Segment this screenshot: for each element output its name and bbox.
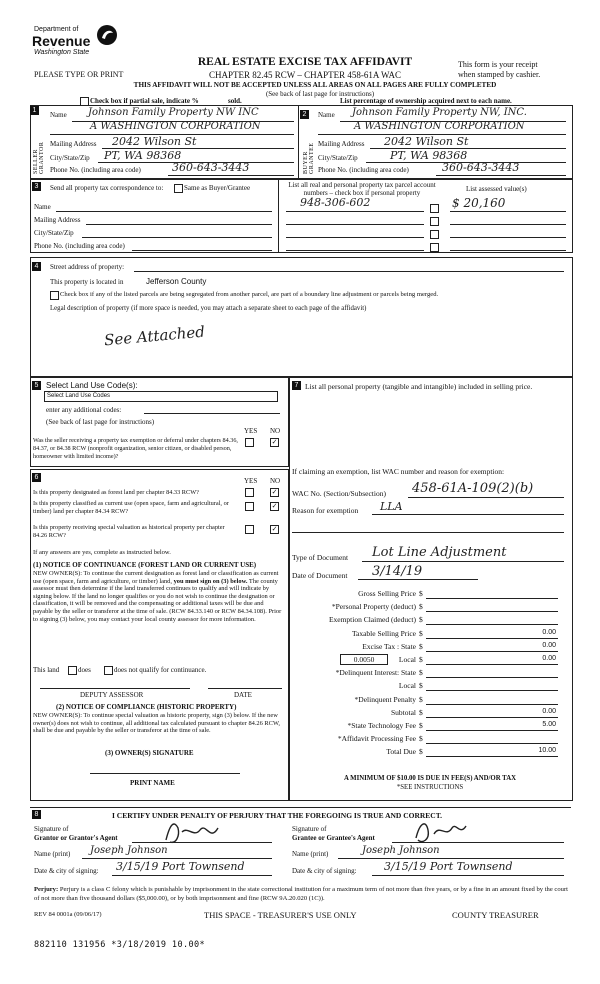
seller-buyer-divider — [298, 105, 299, 179]
tax-row-value[interactable]: 0.00 — [542, 628, 556, 636]
form-subtitle: CHAPTER 82.45 RCW – CHAPTER 458-61A WAC — [209, 70, 401, 80]
seller-name-label: Name — [50, 111, 67, 119]
tax-row-line — [426, 651, 558, 652]
tax-row-label: Taxable Selling Price — [351, 628, 416, 638]
tax-row-dollar: $ — [419, 721, 423, 730]
doc-type-label: Type of Document — [292, 553, 349, 562]
tax-row-dollar: $ — [419, 694, 423, 704]
seller-name-value[interactable]: Johnson Family Property NW INC — [88, 107, 259, 118]
owner-signature-line[interactable] — [90, 773, 240, 774]
section2-number: 2 — [300, 110, 309, 119]
does-label: does — [78, 666, 91, 674]
section4-number: 4 — [32, 262, 41, 271]
grantor-sig-label1: Signature of — [34, 825, 69, 833]
buyer-name-value[interactable]: Johnson Family Property NW, INC. — [352, 107, 527, 118]
land-use-dropdown[interactable] — [44, 391, 278, 402]
notice2-title: (2) NOTICE OF COMPLIANCE (HISTORIC PROPERTY) — [56, 703, 237, 711]
s3-city-label: City/State/Zip — [34, 229, 74, 237]
tax-row-line — [426, 611, 558, 612]
doc-date-value[interactable]: 3/14/19 — [372, 564, 423, 579]
section6-number: 6 — [32, 473, 41, 482]
tax-row-line — [426, 743, 558, 744]
tax-row-label: Gross Selling Price — [358, 589, 416, 598]
county-treasurer: COUNTY TREASURER — [452, 910, 539, 920]
tax-row-line — [426, 756, 558, 757]
s6-yes: YES — [244, 477, 258, 485]
local-rate-value: 0.0050 — [353, 655, 375, 664]
seller-mailing-value[interactable]: 2042 Wilson St — [112, 135, 197, 148]
tax-row-dollar: $ — [419, 668, 423, 678]
partial-sale-label: Check box if partial sale, indicate % — [90, 97, 199, 105]
doc-date-label: Date of Document — [292, 571, 348, 580]
perjury-text — [34, 885, 570, 903]
located-label: This property is located in — [50, 278, 124, 286]
parcel-personal-checkbox-4[interactable] — [430, 243, 439, 252]
deputy-date-label: DATE — [234, 691, 252, 699]
seller-city-value[interactable]: PT, WA 98368 — [104, 149, 182, 162]
additional-codes-label: enter any additional codes: — [46, 406, 122, 414]
section5-number: 5 — [32, 381, 41, 390]
buyer-phone-label: Phone No. (including area code) — [318, 166, 409, 174]
sold-label: sold. — [228, 97, 242, 105]
tax-row-value[interactable]: 0.00 — [542, 707, 556, 715]
treasurer-only: THIS SPACE - TREASURER'S USE ONLY — [204, 910, 357, 920]
tax-row-line — [426, 598, 558, 599]
minimum-due: A MINIMUM OF $10.00 IS DUE IN FEE(S) AND/OR TAX — [343, 775, 517, 782]
notice2-text: NEW OWNER(S): To continue special valuation as historic property, sign (3) below. If the new owner(s) does not wish to continue, all additional tax calculated pursuant to chapter 84.26 RCW, shall be due and payable by the seller or transferor at the time of sale. — [33, 712, 280, 735]
tax-row-dollar: $ — [419, 734, 423, 744]
tax-row-label: Local — [398, 681, 416, 691]
grantor-date-label: Date & city of signing: — [34, 867, 99, 875]
parcel-header: List all real and personal property tax parcel account numbers – check box if personal property — [288, 181, 436, 197]
grantor-date-value[interactable]: 3/15/19 Port Townsend — [116, 860, 245, 873]
perjury-title: Perjury: — [34, 886, 59, 893]
certify-text: I CERTIFY UNDER PENALTY OF PERJURY THAT THE FOREGOING IS TRUE AND CORRECT. — [112, 811, 443, 820]
assessed-value[interactable]: $ 20,160 — [452, 196, 506, 210]
s5-no-checkbox[interactable]: ✓ — [271, 438, 278, 446]
revenue-logo — [34, 26, 124, 66]
grantee-name-label: Name (print) — [292, 850, 329, 858]
personal-property-label: List all personal property (tangible and intangible) included in selling price. — [305, 382, 533, 391]
parcel-personal-checkbox-1[interactable] — [430, 204, 439, 213]
s5-see-back: (See back of last page for instructions) — [46, 418, 155, 426]
this-land-label: This land — [33, 666, 60, 674]
tax-row-dollar: $ — [419, 641, 423, 651]
segregated-checkbox[interactable] — [50, 291, 59, 300]
tax-row-label: Excise Tax : State — [362, 641, 416, 651]
buyer-mailing-value[interactable]: 2042 Wilson St — [384, 135, 469, 148]
tax-row-label: *Delinquent Interest: State — [335, 668, 416, 678]
warning-text: THIS AFFIDAVIT WILL NOT BE ACCEPTED UNLESS ALL AREAS ON ALL PAGES ARE FULLY COMPLETED — [133, 81, 497, 89]
notice1-text — [33, 570, 283, 623]
buyer-city-label: City/State/Zip — [318, 154, 358, 162]
tax-row-dollar: $ — [419, 681, 423, 691]
dept-line1: Department of — [34, 26, 79, 33]
forest-yes-checkbox[interactable] — [245, 488, 254, 497]
exemption-question: Was the seller receiving a property tax exemption or deferral under chapters 84.36, 84.37, or 84.38 RCW (nonprofit organization, senior citizen, or disabled person, homeowner with limited income)? — [33, 437, 238, 460]
reason-value[interactable]: LLA — [380, 500, 403, 513]
tax-row-label: Exemption Claimed (deduct) — [328, 615, 416, 625]
tax-row-line — [426, 730, 558, 731]
section4-box — [30, 257, 573, 377]
s5-yes: YES — [244, 427, 258, 435]
form-title: REAL ESTATE EXCISE TAX AFFIDAVIT — [197, 56, 413, 68]
dept-line2: Revenue — [32, 33, 91, 49]
receipt-line2: when stamped by cashier. — [458, 70, 541, 79]
tax-row-line — [426, 664, 558, 665]
s6-no: NO — [270, 477, 281, 485]
tax-row-value[interactable]: 0.00 — [542, 641, 556, 649]
forest-question: Is this property designated as forest land per chapter 84.33 RCW? — [33, 489, 199, 496]
tax-row-label: Subtotal — [390, 707, 416, 717]
forest-no-checkbox[interactable]: ✓ — [271, 488, 278, 496]
same-as-buyer-label: Same as Buyer/Grantee — [184, 184, 251, 192]
parcel-personal-checkbox-2[interactable] — [430, 217, 439, 226]
grantor-sig-label2: Grantor or Grantor's Agent — [34, 834, 118, 842]
buyer-city-value[interactable]: PT, WA 98368 — [390, 149, 468, 162]
tax-row-value[interactable]: 0.00 — [542, 655, 556, 662]
tax-row-line — [426, 717, 558, 718]
street-label: Street address of property: — [50, 263, 125, 271]
tax-row-label: Total Due — [386, 747, 416, 757]
does-not-label: does not qualify for continuance. — [114, 666, 207, 674]
parcel-value[interactable]: 948-306-602 — [300, 196, 371, 209]
current-use-yes-checkbox[interactable] — [245, 502, 254, 511]
notice1-bold: you must sign on (3) below. — [173, 577, 248, 585]
tax-row-value[interactable]: 5.00 — [542, 721, 556, 728]
buyer-vertical-label: BUYER GRANTEE — [303, 142, 315, 174]
print-name-line[interactable] — [90, 800, 240, 801]
s3-name-label: Name — [34, 203, 51, 211]
tax-row-dollar: $ — [419, 615, 423, 625]
s5-yes-checkbox[interactable] — [245, 438, 254, 447]
please-type: PLEASE TYPE OR PRINT — [34, 70, 124, 79]
tax-row-line — [426, 624, 558, 625]
section3-number: 3 — [32, 182, 41, 191]
list-pct-label: List percentage of ownership acquired next to each name. — [340, 97, 512, 105]
deputy-assessor-label: DEPUTY ASSESSOR — [80, 691, 144, 699]
tax-row-label: *State Technology Fee — [347, 721, 416, 730]
grantor-name-value[interactable]: Joseph Johnson — [90, 845, 168, 856]
grantor-name-label: Name (print) — [34, 850, 71, 858]
tax-row-label: *Personal Property (deduct) — [331, 602, 416, 612]
reason-label: Reason for exemption — [292, 506, 359, 515]
tax-row-label: Local — [398, 655, 416, 664]
tax-row-line — [426, 690, 558, 691]
current-use-question: Is this property classified as current use (open space, farm and agricultural, or timber) land per chapter 84.34 RCW? — [33, 500, 229, 515]
notice1-title: (1) NOTICE OF CONTINUANCE (FOREST LAND OR CURRENT USE) — [33, 561, 257, 569]
historic-yes-checkbox[interactable] — [245, 525, 254, 534]
historic-question: Is this property receiving special valuation as historical property per chapter 84.26 RCW? — [33, 524, 225, 539]
grantee-name-value[interactable]: Joseph Johnson — [362, 845, 440, 856]
receipt-stamp: 882110 131956 *3/18/2019 10.00* — [34, 940, 206, 950]
wac-value[interactable]: 458-61A-109(2)(b) — [412, 481, 534, 496]
land-use-label: Select Land Use Code(s): — [46, 381, 138, 390]
tax-row-dollar: $ — [419, 589, 423, 598]
tax-row-dollar: $ — [419, 655, 423, 664]
seller-name-value2[interactable]: A WASHINGTON CORPORATION — [90, 121, 261, 132]
exemption-claim-label: If claiming an exemption, list WAC number and reason for exemption: — [292, 467, 505, 476]
grantee-signature — [410, 818, 470, 846]
see-instructions: *SEE INSTRUCTIONS — [396, 784, 464, 791]
grantee-date-value[interactable]: 3/15/19 Port Townsend — [384, 860, 513, 873]
print-name-label: PRINT NAME — [130, 779, 175, 787]
assessed-header: List assessed value(s) — [466, 185, 527, 193]
section7-number: 7 — [292, 381, 301, 390]
revenue-swirl-icon — [96, 24, 118, 46]
s5-no: NO — [270, 427, 281, 435]
s3-phone-label: Phone No. (including area code) — [34, 242, 125, 250]
receipt-line1: This form is your receipt — [458, 60, 538, 69]
section8-number: 8 — [32, 810, 41, 819]
tax-row-dollar: $ — [419, 602, 423, 612]
segregated-label: Check box if any of the listed parcels are being segregated from another parcel, are part of a boundary line adjustment or parcels being merged. — [60, 291, 439, 298]
tax-row-label: *Delinquent Penalty — [354, 694, 416, 704]
parcel-personal-checkbox-3[interactable] — [430, 230, 439, 239]
buyer-mailing-label: Mailing Address — [318, 140, 365, 148]
grantee-date-label: Date & city of signing: — [292, 867, 357, 875]
buyer-phone-value[interactable]: 360-643-3443 — [442, 161, 520, 174]
grantee-sig-label1: Signature of — [292, 825, 327, 833]
legal-value[interactable]: See Attached — [103, 322, 206, 350]
grantee-sig-label2: Grantee or Grantee's Agent — [292, 834, 375, 842]
s3-mailing-label: Mailing Address — [34, 216, 81, 224]
tax-row-value[interactable]: 10.00 — [538, 747, 556, 755]
seller-mailing-label: Mailing Address — [50, 140, 97, 148]
tax-row-dollar: $ — [419, 707, 423, 717]
perjury-body: Perjury is a class C felony which is punishable by imprisonment in the state correctional institution for a maximum term of not more than five years, or by a fine in an amount fixed by the court of not more than five thousand dollars ($5,000.00), or by both imprisonment and fine (RCW 9A.20.020 (1C)). — [34, 886, 568, 902]
owner-signature-label: (3) OWNER(S) SIGNATURE — [105, 749, 194, 757]
seller-phone-value[interactable]: 360-643-3443 — [172, 161, 250, 174]
notice1-p2: The county assessor must then determine if the land transferred continues to qualify and will indicate by signing below. If the land no longer qualifies or you do not wish to continue the designation or classification, it will be removed and the compensating or additional taxes will be due and payable by the seller or transferor at the time of sale. (RCW 84.33.140 or RCW 84.34.108). Prior to signing (3) below, you may contact your local county assessor for more information. — [33, 577, 282, 623]
tax-row-dollar: $ — [419, 628, 423, 638]
seller-city-label: City/State/Zip — [50, 154, 90, 162]
does-not-checkbox[interactable] — [104, 666, 113, 675]
tax-row-label: *Affidavit Processing Fee — [337, 734, 416, 744]
form-revision: REV 84 0001a (09/06/17) — [34, 911, 102, 918]
tax-row-line — [426, 638, 558, 639]
tax-row-line — [426, 704, 558, 705]
seller-phone-label: Phone No. (including area code) — [50, 166, 141, 174]
notice1-p1: NEW OWNER(S): To continue the current designation as forest land or classification as current use (open space, farm and agriculture, or timber) land, — [33, 570, 279, 585]
seller-vertical-label: SELLER GRANTOR — [33, 141, 45, 174]
tax-row-line — [426, 677, 558, 678]
wac-label: WAC No. (Section/Subsection) — [292, 489, 386, 498]
does-checkbox[interactable] — [68, 666, 77, 675]
current-use-no-checkbox[interactable]: ✓ — [271, 502, 278, 510]
land-use-dropdown-value: Select Land Use Codes — [47, 393, 111, 399]
grantor-signature — [160, 818, 230, 846]
tax-row-dollar: $ — [419, 747, 423, 757]
send-correspondence-label: Send all property tax correspondence to: — [50, 184, 164, 192]
buyer-name-value2[interactable]: A WASHINGTON CORPORATION — [354, 121, 525, 132]
dept-line3: Washington State — [34, 49, 90, 56]
local-rate-box — [340, 654, 388, 665]
if-any-yes: If any answers are yes, complete as instructed below. — [33, 549, 171, 556]
see-back: (See back of last page for instructions) — [265, 90, 375, 98]
buyer-name-label: Name — [318, 111, 335, 119]
same-as-buyer-checkbox[interactable] — [174, 184, 183, 193]
county-value[interactable]: Jefferson County — [146, 277, 207, 286]
legal-label: Legal description of property (if more space is needed, you may attach a separate sheet to each page of the affidavit) — [50, 305, 367, 312]
historic-no-checkbox[interactable]: ✓ — [271, 525, 278, 533]
doc-type-value[interactable]: Lot Line Adjustment — [372, 545, 507, 560]
section1-number: 1 — [30, 106, 39, 115]
